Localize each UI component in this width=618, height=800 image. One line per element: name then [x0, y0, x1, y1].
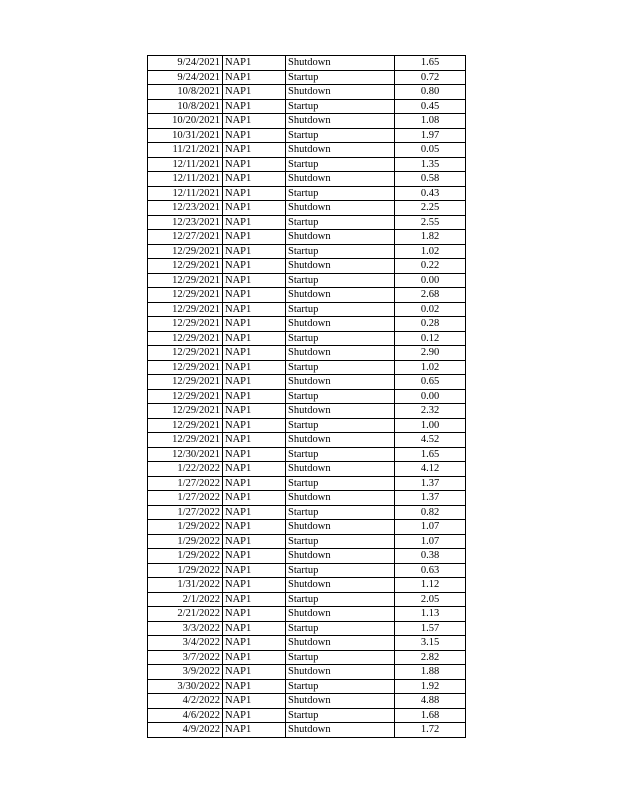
date-cell: 1/29/2022: [148, 549, 223, 564]
date-cell: 2/21/2022: [148, 607, 223, 622]
table-row: [148, 85, 466, 100]
date-cell: 12/29/2021: [148, 433, 223, 448]
unit-cell: NAP1: [223, 447, 286, 462]
event-cell: Shutdown: [286, 578, 395, 593]
date-cell: 10/20/2021: [148, 114, 223, 129]
unit-cell: NAP1: [223, 186, 286, 201]
event-cell: Shutdown: [286, 201, 395, 216]
event-cell: Startup: [286, 273, 395, 288]
value-cell: 1.02: [395, 360, 466, 375]
unit-cell: NAP1: [223, 462, 286, 477]
event-cell: Startup: [286, 621, 395, 636]
event-cell: Shutdown: [286, 230, 395, 245]
event-cell: Startup: [286, 99, 395, 114]
table-row: [148, 549, 466, 564]
event-cell: Startup: [286, 505, 395, 520]
unit-cell: NAP1: [223, 172, 286, 187]
event-cell: Startup: [286, 447, 395, 462]
value-cell: 1.35: [395, 157, 466, 172]
date-cell: 12/23/2021: [148, 215, 223, 230]
value-cell: 1.65: [395, 56, 466, 71]
unit-cell: NAP1: [223, 418, 286, 433]
unit-cell: NAP1: [223, 694, 286, 709]
table-row: [148, 143, 466, 158]
event-cell: Shutdown: [286, 375, 395, 390]
table-row: [148, 346, 466, 361]
value-cell: 2.90: [395, 346, 466, 361]
table-row: [148, 201, 466, 216]
date-cell: 2/1/2022: [148, 592, 223, 607]
table-row: [148, 302, 466, 317]
event-cell: Shutdown: [286, 56, 395, 71]
value-cell: 0.02: [395, 302, 466, 317]
date-cell: 10/8/2021: [148, 99, 223, 114]
value-cell: 0.43: [395, 186, 466, 201]
event-table: [147, 55, 466, 738]
date-cell: 12/11/2021: [148, 186, 223, 201]
value-cell: 1.92: [395, 679, 466, 694]
value-cell: 0.28: [395, 317, 466, 332]
date-cell: 12/30/2021: [148, 447, 223, 462]
event-cell: Shutdown: [286, 607, 395, 622]
event-cell: Shutdown: [286, 259, 395, 274]
event-cell: Shutdown: [286, 665, 395, 680]
table-row: [148, 215, 466, 230]
event-cell: Startup: [286, 389, 395, 404]
event-cell: Shutdown: [286, 288, 395, 303]
date-cell: 12/29/2021: [148, 273, 223, 288]
value-cell: 1.68: [395, 708, 466, 723]
date-cell: 10/8/2021: [148, 85, 223, 100]
table-row: [148, 56, 466, 71]
table-row: [148, 259, 466, 274]
date-cell: 12/29/2021: [148, 418, 223, 433]
event-cell: Startup: [286, 128, 395, 143]
date-cell: 12/29/2021: [148, 346, 223, 361]
table-row: [148, 99, 466, 114]
event-cell: Startup: [286, 215, 395, 230]
value-cell: 1.37: [395, 491, 466, 506]
date-cell: 1/31/2022: [148, 578, 223, 593]
date-cell: 4/2/2022: [148, 694, 223, 709]
table-row: [148, 723, 466, 738]
date-cell: 12/29/2021: [148, 302, 223, 317]
unit-cell: NAP1: [223, 476, 286, 491]
table-row: [148, 694, 466, 709]
date-cell: 4/9/2022: [148, 723, 223, 738]
value-cell: 0.65: [395, 375, 466, 390]
event-cell: Startup: [286, 563, 395, 578]
date-cell: 12/11/2021: [148, 157, 223, 172]
date-cell: 3/4/2022: [148, 636, 223, 651]
value-cell: 0.63: [395, 563, 466, 578]
date-cell: 12/29/2021: [148, 317, 223, 332]
table-row: [148, 447, 466, 462]
event-cell: Startup: [286, 679, 395, 694]
event-cell: Shutdown: [286, 694, 395, 709]
unit-cell: NAP1: [223, 128, 286, 143]
table-row: [148, 607, 466, 622]
value-cell: 4.88: [395, 694, 466, 709]
unit-cell: NAP1: [223, 70, 286, 85]
value-cell: 0.82: [395, 505, 466, 520]
event-cell: Shutdown: [286, 114, 395, 129]
value-cell: 2.55: [395, 215, 466, 230]
event-cell: Shutdown: [286, 404, 395, 419]
table-row: [148, 520, 466, 535]
date-cell: 12/29/2021: [148, 389, 223, 404]
date-cell: 3/3/2022: [148, 621, 223, 636]
value-cell: 1.12: [395, 578, 466, 593]
unit-cell: NAP1: [223, 244, 286, 259]
table-row: [148, 578, 466, 593]
table-row: [148, 418, 466, 433]
table-row: [148, 433, 466, 448]
unit-cell: NAP1: [223, 259, 286, 274]
unit-cell: NAP1: [223, 288, 286, 303]
event-cell: Startup: [286, 186, 395, 201]
event-cell: Startup: [286, 592, 395, 607]
date-cell: 1/27/2022: [148, 491, 223, 506]
event-cell: Shutdown: [286, 491, 395, 506]
event-cell: Shutdown: [286, 143, 395, 158]
table-row: [148, 389, 466, 404]
date-cell: 12/23/2021: [148, 201, 223, 216]
date-cell: 4/6/2022: [148, 708, 223, 723]
value-cell: 1.82: [395, 230, 466, 245]
event-cell: Shutdown: [286, 433, 395, 448]
table-row: [148, 491, 466, 506]
table-row: [148, 317, 466, 332]
date-cell: 1/27/2022: [148, 476, 223, 491]
table-row: [148, 592, 466, 607]
date-cell: 12/29/2021: [148, 259, 223, 274]
date-cell: 3/9/2022: [148, 665, 223, 680]
unit-cell: NAP1: [223, 360, 286, 375]
unit-cell: NAP1: [223, 85, 286, 100]
event-cell: Startup: [286, 244, 395, 259]
unit-cell: NAP1: [223, 143, 286, 158]
table-row: [148, 505, 466, 520]
value-cell: 0.72: [395, 70, 466, 85]
event-cell: Startup: [286, 302, 395, 317]
table-row: [148, 462, 466, 477]
value-cell: 3.15: [395, 636, 466, 651]
event-cell: Shutdown: [286, 520, 395, 535]
event-cell: Shutdown: [286, 172, 395, 187]
date-cell: 12/29/2021: [148, 375, 223, 390]
unit-cell: NAP1: [223, 578, 286, 593]
date-cell: 1/29/2022: [148, 563, 223, 578]
date-cell: 12/11/2021: [148, 172, 223, 187]
value-cell: 2.05: [395, 592, 466, 607]
unit-cell: NAP1: [223, 505, 286, 520]
event-cell: Startup: [286, 70, 395, 85]
value-cell: 2.68: [395, 288, 466, 303]
unit-cell: NAP1: [223, 723, 286, 738]
event-cell: Startup: [286, 331, 395, 346]
value-cell: 1.02: [395, 244, 466, 259]
date-cell: 12/29/2021: [148, 331, 223, 346]
value-cell: 2.25: [395, 201, 466, 216]
value-cell: 2.82: [395, 650, 466, 665]
value-cell: 1.65: [395, 447, 466, 462]
value-cell: 0.38: [395, 549, 466, 564]
value-cell: 1.57: [395, 621, 466, 636]
unit-cell: NAP1: [223, 491, 286, 506]
date-cell: 12/29/2021: [148, 360, 223, 375]
value-cell: 1.88: [395, 665, 466, 680]
value-cell: 0.22: [395, 259, 466, 274]
table-row: [148, 375, 466, 390]
value-cell: 4.12: [395, 462, 466, 477]
table-row: [148, 404, 466, 419]
date-cell: 10/31/2021: [148, 128, 223, 143]
event-cell: Shutdown: [286, 85, 395, 100]
table-row: [148, 534, 466, 549]
event-cell: Shutdown: [286, 462, 395, 477]
event-cell: Startup: [286, 418, 395, 433]
table-row: [148, 288, 466, 303]
unit-cell: NAP1: [223, 563, 286, 578]
event-cell: Startup: [286, 360, 395, 375]
event-cell: Startup: [286, 157, 395, 172]
value-cell: 0.80: [395, 85, 466, 100]
table-row: [148, 186, 466, 201]
event-cell: Startup: [286, 534, 395, 549]
unit-cell: NAP1: [223, 592, 286, 607]
date-cell: 1/22/2022: [148, 462, 223, 477]
event-cell: Startup: [286, 708, 395, 723]
table-row: [148, 679, 466, 694]
unit-cell: NAP1: [223, 650, 286, 665]
event-cell: Shutdown: [286, 636, 395, 651]
unit-cell: NAP1: [223, 302, 286, 317]
value-cell: 2.32: [395, 404, 466, 419]
unit-cell: NAP1: [223, 317, 286, 332]
date-cell: 3/30/2022: [148, 679, 223, 694]
value-cell: 0.05: [395, 143, 466, 158]
value-cell: 0.00: [395, 273, 466, 288]
event-cell: Shutdown: [286, 723, 395, 738]
unit-cell: NAP1: [223, 346, 286, 361]
unit-cell: NAP1: [223, 273, 286, 288]
unit-cell: NAP1: [223, 549, 286, 564]
date-cell: 11/21/2021: [148, 143, 223, 158]
event-cell: Startup: [286, 476, 395, 491]
date-cell: 3/7/2022: [148, 650, 223, 665]
value-cell: 0.12: [395, 331, 466, 346]
unit-cell: NAP1: [223, 56, 286, 71]
date-cell: 12/29/2021: [148, 244, 223, 259]
value-cell: 1.97: [395, 128, 466, 143]
table-row: [148, 665, 466, 680]
table-row: [148, 636, 466, 651]
unit-cell: NAP1: [223, 665, 286, 680]
value-cell: 1.13: [395, 607, 466, 622]
value-cell: 1.00: [395, 418, 466, 433]
value-cell: 0.00: [395, 389, 466, 404]
table-row: [148, 331, 466, 346]
table-row: [148, 230, 466, 245]
unit-cell: NAP1: [223, 230, 286, 245]
table-row: [148, 70, 466, 85]
value-cell: 1.72: [395, 723, 466, 738]
unit-cell: NAP1: [223, 157, 286, 172]
value-cell: 1.08: [395, 114, 466, 129]
table-row: [148, 273, 466, 288]
value-cell: 1.07: [395, 520, 466, 535]
event-table-body: [148, 56, 466, 738]
table-row: [148, 157, 466, 172]
unit-cell: NAP1: [223, 389, 286, 404]
table-row: [148, 360, 466, 375]
unit-cell: NAP1: [223, 433, 286, 448]
unit-cell: NAP1: [223, 375, 286, 390]
event-cell: Startup: [286, 650, 395, 665]
unit-cell: NAP1: [223, 636, 286, 651]
value-cell: 0.58: [395, 172, 466, 187]
value-cell: 1.07: [395, 534, 466, 549]
value-cell: 4.52: [395, 433, 466, 448]
table-row: [148, 172, 466, 187]
date-cell: 1/29/2022: [148, 520, 223, 535]
date-cell: 1/29/2022: [148, 534, 223, 549]
table-row: [148, 621, 466, 636]
unit-cell: NAP1: [223, 679, 286, 694]
value-cell: 1.37: [395, 476, 466, 491]
date-cell: 9/24/2021: [148, 56, 223, 71]
unit-cell: NAP1: [223, 708, 286, 723]
table-row: [148, 476, 466, 491]
date-cell: 12/29/2021: [148, 288, 223, 303]
table-row: [148, 244, 466, 259]
table-row: [148, 563, 466, 578]
table-row: [148, 650, 466, 665]
unit-cell: NAP1: [223, 404, 286, 419]
table-row: [148, 128, 466, 143]
table-row: [148, 114, 466, 129]
unit-cell: NAP1: [223, 114, 286, 129]
event-cell: Shutdown: [286, 317, 395, 332]
date-cell: 9/24/2021: [148, 70, 223, 85]
event-cell: Shutdown: [286, 346, 395, 361]
date-cell: 1/27/2022: [148, 505, 223, 520]
unit-cell: NAP1: [223, 215, 286, 230]
unit-cell: NAP1: [223, 534, 286, 549]
date-cell: 12/29/2021: [148, 404, 223, 419]
unit-cell: NAP1: [223, 607, 286, 622]
unit-cell: NAP1: [223, 201, 286, 216]
unit-cell: NAP1: [223, 520, 286, 535]
date-cell: 12/27/2021: [148, 230, 223, 245]
value-cell: 0.45: [395, 99, 466, 114]
table-row: [148, 708, 466, 723]
unit-cell: NAP1: [223, 331, 286, 346]
event-cell: Shutdown: [286, 549, 395, 564]
unit-cell: NAP1: [223, 621, 286, 636]
unit-cell: NAP1: [223, 99, 286, 114]
